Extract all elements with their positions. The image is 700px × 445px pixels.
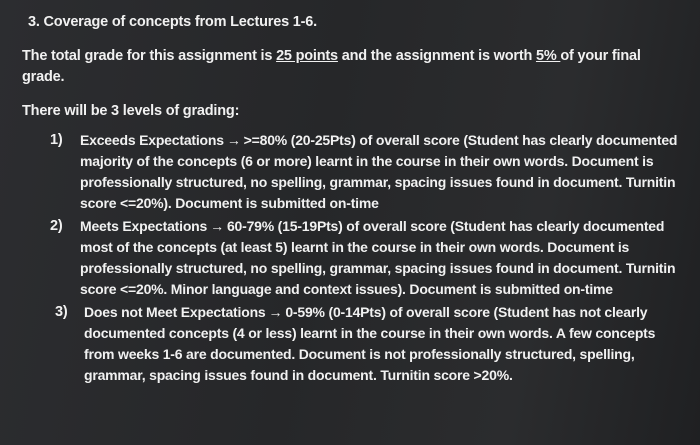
intro-text-3: of your final grade. — [22, 48, 641, 85]
arrow-right-icon: → — [226, 132, 241, 148]
intro-text-1: The total grade for this assignment is — [22, 48, 277, 64]
level-number: 2) — [50, 218, 63, 234]
total-points: 25 points — [276, 48, 338, 64]
arrow-right-icon: → — [268, 304, 283, 320]
level-meets-expectations — [22, 216, 692, 300]
level-number: 3) — [55, 304, 68, 320]
grade-weight: 5% — [535, 48, 561, 64]
level-description: >=80% (20-25Pts) of overall score (Student has clearly documented majority of the concepts (6 or more) learnt in the course in their own words. Document is professionally structured, no spelling, grammar, spacing issues found in document. Turnitin score <=20%). Document is submitted on-time — [80, 132, 678, 211]
level-number: 1) — [50, 132, 63, 148]
grading-levels-list — [22, 130, 692, 386]
level-description: 60-79% (15-19Pts) of overall score (Student has clearly documented most of the concepts (at least 5) learnt in the course in their own words. Document is professionally structured, no spelling, grammar, spacing issues found in document. Turnitin score <=20%. Minor language and context issues). Document is submitted on-time — [80, 218, 676, 297]
level-name: Exceeds Expectations — [80, 132, 224, 148]
levels-title: There will be 3 levels of grading: — [22, 103, 240, 119]
level-description: 0-59% (0-14Pts) of overall score (Student has not clearly documented concepts (4 or less) learnt in the course in their own words. A few concepts from weeks 1-6 are documented. Document is not professionally structured, spelling, grammar, spacing issues found in document. Turnitin score >20%. — [84, 304, 656, 383]
level-exceeds-expectations — [22, 130, 692, 214]
level-name: Does not Meet Expectations — [84, 304, 266, 320]
assignment-document — [22, 12, 692, 388]
intro-text-2: and the assignment is worth — [337, 48, 536, 64]
section-heading: 3. Coverage of concepts from Lectures 1-6. — [28, 14, 317, 30]
level-does-not-meet-expectations — [22, 302, 692, 386]
level-name: Meets Expectations — [80, 218, 208, 234]
grading-intro — [22, 46, 662, 88]
arrow-right-icon: → — [210, 218, 224, 234]
